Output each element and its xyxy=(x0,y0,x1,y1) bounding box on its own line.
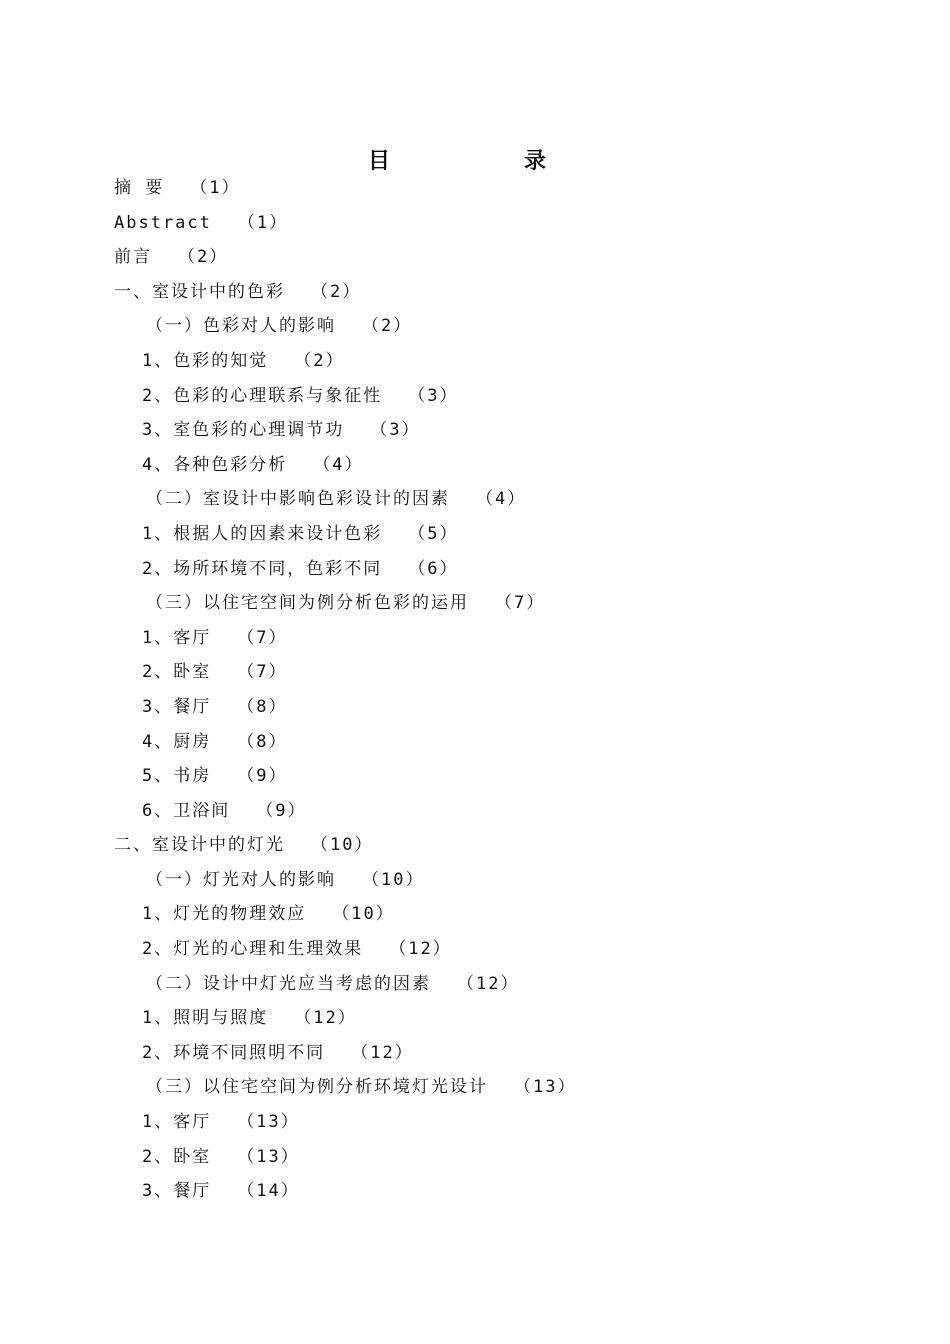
toc-entry-page-number: （2） xyxy=(294,350,345,371)
toc-entry-page-number: （2） xyxy=(311,281,362,302)
toc-entry-page-number: （1） xyxy=(190,178,241,198)
toc-heading-char-2: 录 xyxy=(524,149,547,174)
toc-entry[interactable] xyxy=(0,897,950,932)
toc-entry-page-number: （7） xyxy=(495,593,546,614)
toc-entry[interactable] xyxy=(0,1174,950,1209)
toc-entry-label: 4、各种色彩分析 xyxy=(142,454,288,475)
toc-entry-label: 3、室色彩的心理调节功 xyxy=(142,420,345,441)
toc-entry-page-number: （4） xyxy=(476,489,527,510)
toc-entry-label: 3、餐厅 xyxy=(142,696,212,717)
toc-entry-page-number: （9） xyxy=(256,800,307,821)
toc-entry-label: 2、环境不同照明不同 xyxy=(142,1042,326,1063)
toc-entry-label: 3、餐厅 xyxy=(142,1181,212,1202)
toc-entry-page-number: （9） xyxy=(237,766,288,787)
toc-entry-label: （一）色彩对人的影响 xyxy=(146,316,336,337)
toc-entry[interactable] xyxy=(0,1070,950,1105)
toc-entry-label: 1、灯光的物理效应 xyxy=(142,904,307,925)
toc-entry-page-number: （7） xyxy=(237,627,288,648)
toc-entry-label: 2、卧室 xyxy=(142,662,212,683)
toc-entry[interactable] xyxy=(0,621,950,656)
toc-entry[interactable] xyxy=(0,171,950,206)
toc-entry-page-number: （13） xyxy=(514,1077,577,1098)
toc-entry-label: 2、卧室 xyxy=(142,1146,212,1167)
toc-entry-label: 2、色彩的心理联系与象征性 xyxy=(142,385,383,406)
toc-entry[interactable] xyxy=(0,794,950,829)
toc-entry[interactable] xyxy=(0,967,950,1002)
toc-entry[interactable] xyxy=(0,379,950,414)
toc-entry-page-number: （7） xyxy=(237,662,288,683)
toc-entry[interactable] xyxy=(0,655,950,690)
toc-entry[interactable] xyxy=(0,206,950,241)
toc-list xyxy=(0,171,950,1209)
toc-entry[interactable] xyxy=(0,413,950,448)
toc-entry-page-number: （8） xyxy=(237,731,288,752)
toc-entry[interactable] xyxy=(0,690,950,725)
toc-entry-page-number: （2） xyxy=(178,247,229,268)
toc-entry[interactable] xyxy=(0,1036,950,1071)
toc-entry-label: 2、灯光的心理和生理效果 xyxy=(142,939,364,960)
toc-entry-label: （二）室设计中影响色彩设计的因素 xyxy=(146,489,450,510)
toc-entry-label: （三）以住宅空间为例分析色彩的运用 xyxy=(146,593,469,614)
toc-entry[interactable] xyxy=(0,552,950,587)
toc-entry-label: 1、客厅 xyxy=(142,627,212,648)
toc-entry-page-number: （13） xyxy=(237,1146,300,1167)
toc-entry-label: 1、客厅 xyxy=(142,1112,212,1133)
toc-entry[interactable] xyxy=(0,275,950,310)
toc-entry[interactable] xyxy=(0,759,950,794)
toc-entry-page-number: （4） xyxy=(313,454,364,475)
toc-entry-page-number: （2） xyxy=(362,316,413,337)
toc-entry-page-number: （12） xyxy=(294,1008,357,1029)
toc-entry-label: 二、室设计中的灯光 xyxy=(114,835,285,856)
toc-entry-label: （二）设计中灯光应当考虑的因素 xyxy=(146,973,431,994)
toc-entry[interactable] xyxy=(0,517,950,552)
toc-entry[interactable] xyxy=(0,828,950,863)
toc-entry[interactable] xyxy=(0,448,950,483)
toc-entry-page-number: （12） xyxy=(389,939,452,960)
toc-entry-label: （一）灯光对人的影响 xyxy=(146,869,336,890)
toc-entry[interactable] xyxy=(0,1140,950,1175)
toc-entry[interactable] xyxy=(0,863,950,898)
toc-entry-label: 一、室设计中的色彩 xyxy=(114,281,285,302)
toc-entry-page-number: （10） xyxy=(362,869,425,890)
toc-entry[interactable] xyxy=(0,586,950,621)
toc-entry-label: （三）以住宅空间为例分析环境灯光设计 xyxy=(146,1077,488,1098)
toc-entry-label: 4、厨房 xyxy=(142,731,212,752)
toc-heading-char-1: 目 xyxy=(368,149,391,174)
toc-entry-label: 前言 xyxy=(114,247,152,268)
toc-entry-label: 5、书房 xyxy=(142,766,212,787)
toc-entry-label: 摘 要 xyxy=(114,178,165,198)
toc-entry-page-number: （10） xyxy=(311,835,374,856)
toc-entry-label: 1、色彩的知觉 xyxy=(142,350,269,371)
toc-entry-label: 2、场所环境不同，色彩不同 xyxy=(142,558,383,579)
toc-entry-page-number: （14） xyxy=(237,1181,300,1202)
toc-entry[interactable] xyxy=(0,240,950,275)
toc-entry[interactable] xyxy=(0,309,950,344)
toc-entry[interactable] xyxy=(0,932,950,967)
toc-entry-label: Abstract xyxy=(114,212,212,233)
toc-entry-page-number: （3） xyxy=(408,385,459,406)
toc-entry-label: 6、卫浴间 xyxy=(142,800,231,821)
toc-entry-page-number: （8） xyxy=(237,696,288,717)
toc-entry-page-number: （12） xyxy=(457,973,520,994)
toc-entry[interactable] xyxy=(0,1105,950,1140)
toc-entry-page-number: （5） xyxy=(408,523,459,544)
toc-entry-page-number: （1） xyxy=(237,212,289,233)
toc-entry-page-number: （13） xyxy=(237,1112,300,1133)
toc-entry[interactable] xyxy=(0,725,950,760)
toc-entry-page-number: （10） xyxy=(332,904,395,925)
toc-entry[interactable] xyxy=(0,344,950,379)
toc-entry-label: 1、根据人的因素来设计色彩 xyxy=(142,523,383,544)
toc-entry-label: 1、照明与照度 xyxy=(142,1008,269,1029)
toc-entry-page-number: （6） xyxy=(408,558,459,579)
toc-entry-page-number: （3） xyxy=(370,420,421,441)
toc-entry[interactable] xyxy=(0,482,950,517)
toc-entry[interactable] xyxy=(0,1001,950,1036)
toc-entry-page-number: （12） xyxy=(351,1042,414,1063)
